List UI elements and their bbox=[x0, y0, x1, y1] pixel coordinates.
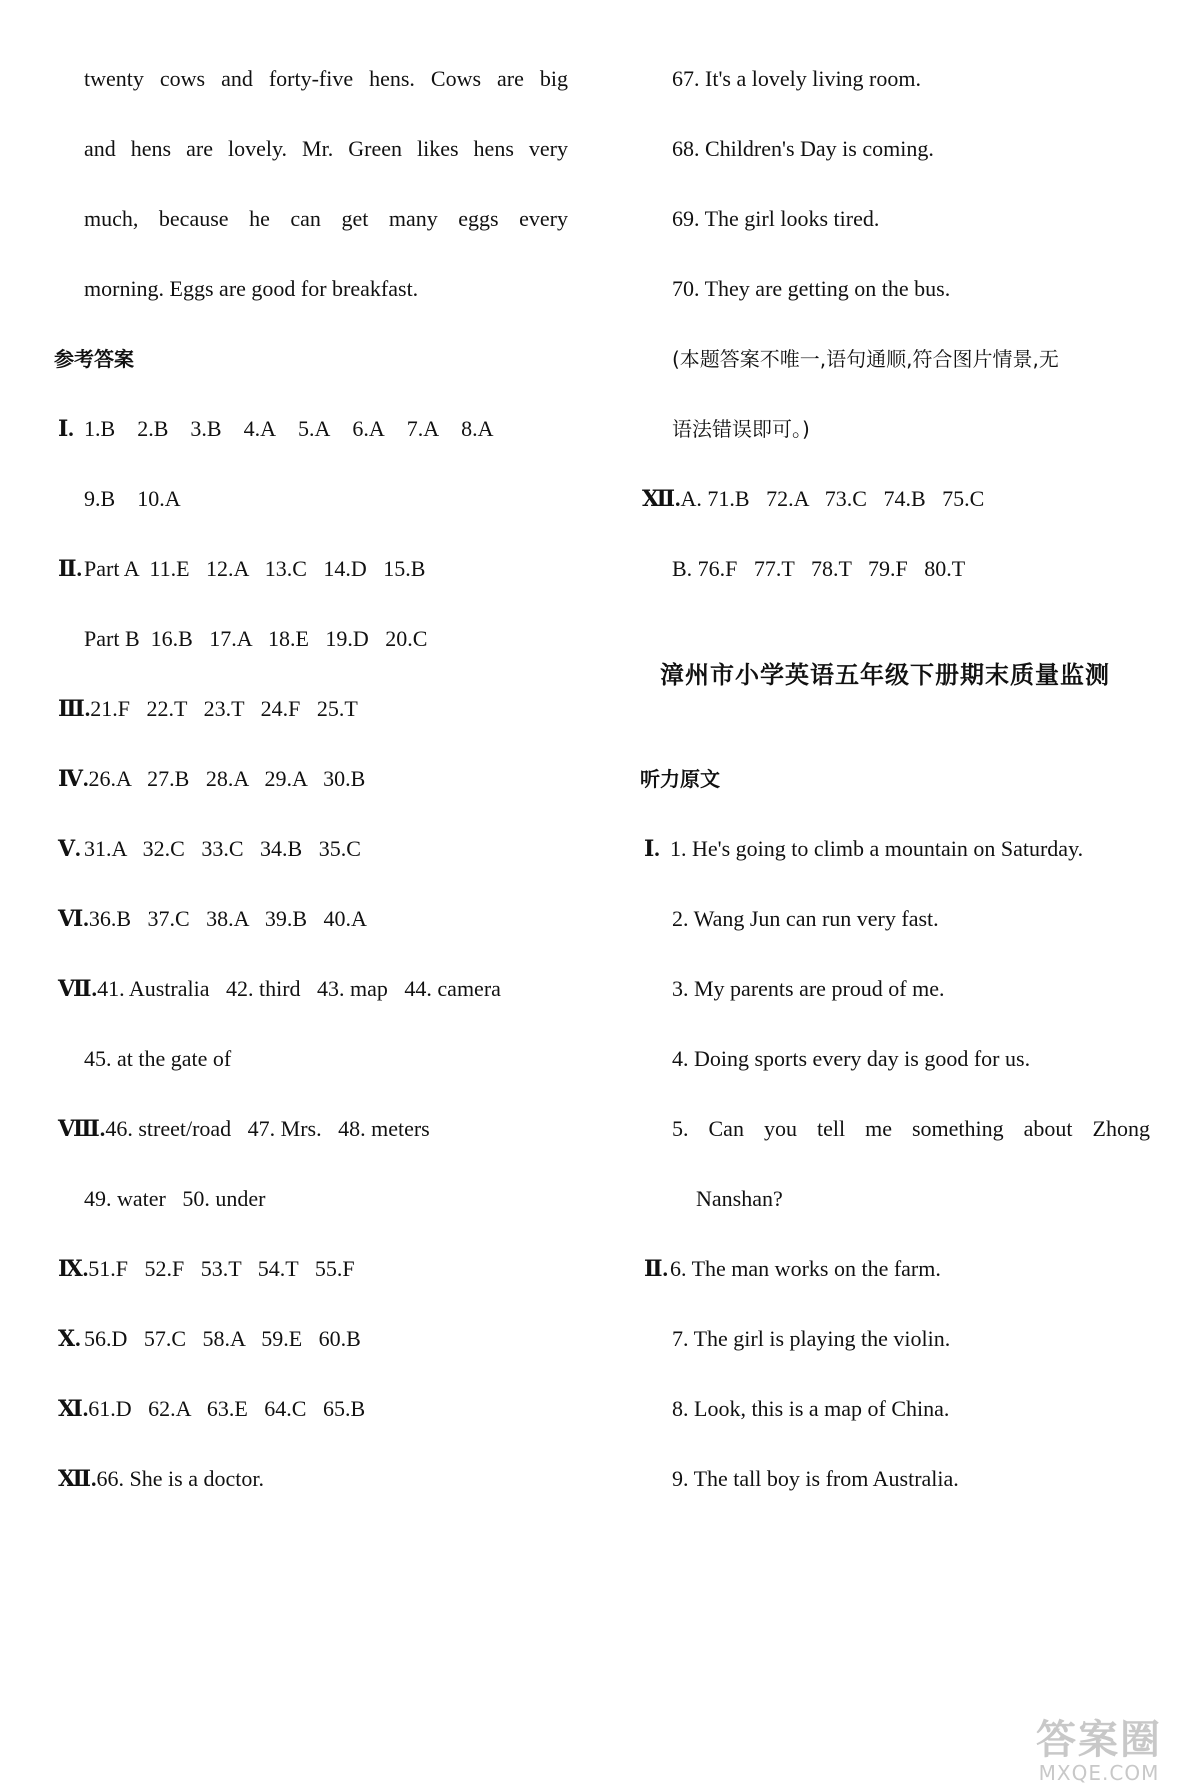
section-1-row-1 bbox=[58, 414, 516, 444]
watermark-top-text: 答案圈 bbox=[1036, 1717, 1162, 1763]
answer-70: 70. They are getting on the bus. bbox=[672, 276, 951, 301]
answer-note-line-2: 语法错误即可。) bbox=[672, 417, 810, 441]
listening-sentence-9: 9. The tall boy is from Australia. bbox=[672, 1466, 959, 1491]
answer-row-text: 36.B 37.C 38.A 39.B 40.A bbox=[88, 906, 367, 931]
answer-row-text: A. 71.B 72.A 73.C 74.B 75.C bbox=[680, 486, 985, 511]
listening-sentence-4: 4. Doing sports every day is good for us. bbox=[672, 1046, 1031, 1071]
listening-sentence-3: 3. My parents are proud of me. bbox=[672, 976, 945, 1001]
section-2-numeral: Ⅱ. bbox=[58, 556, 83, 581]
answer-row-text: 56.D 57.C 58.A 59.E 60.B bbox=[84, 1326, 361, 1351]
section-11-row bbox=[58, 1394, 365, 1424]
answer-69: 69. The girl looks tired. bbox=[672, 206, 880, 231]
passage-line-2: and hens are lovely. Mr. Green likes hens very bbox=[84, 136, 568, 161]
listening-sentence-8: 8. Look, this is a map of China. bbox=[672, 1396, 950, 1421]
answer-67: 67. It's a lovely living room. bbox=[672, 66, 921, 91]
answer-row-text: 21.F 22.T 23.T 24.F 25.T bbox=[90, 696, 358, 721]
listening-sentence-5-cont: Nanshan? bbox=[696, 1186, 783, 1211]
section-2-row-2: Part B 16.B 17.A 18.E 19.D 20.C bbox=[84, 626, 428, 651]
section-6-row bbox=[58, 904, 367, 934]
passage-line-4: morning. Eggs are good for breakfast. bbox=[84, 276, 419, 301]
section-12-numeral: Ⅻ. bbox=[58, 1466, 97, 1491]
answer-row-text: 26.A 27.B 28.A 29.A 30.B bbox=[88, 766, 366, 791]
section-8-numeral: Ⅷ. bbox=[58, 1116, 106, 1141]
listening-sentence-7: 7. The girl is playing the violin. bbox=[672, 1326, 951, 1351]
answer-item: 9.B bbox=[84, 486, 116, 511]
section-10-numeral: Ⅹ. bbox=[58, 1326, 81, 1351]
section-3-numeral: Ⅲ. bbox=[58, 696, 91, 721]
passage-line-3: much, because he can get many eggs every bbox=[84, 206, 568, 231]
listening-2-row-1 bbox=[644, 1254, 941, 1284]
answer-item: 1.B bbox=[84, 416, 116, 441]
answer-row-text: 61.D 62.A 63.E 64.C 65.B bbox=[88, 1396, 366, 1421]
section-3-row bbox=[58, 694, 358, 724]
answer-row-text: 31.A 32.C 33.C 34.B 35.C bbox=[84, 836, 361, 861]
listening-heading: 听力原文 bbox=[640, 767, 720, 791]
listening-1-row-1 bbox=[644, 834, 1083, 864]
passage-line-1: twenty cows and forty-five hens. Cows are big bbox=[84, 66, 568, 91]
section-8-row-2: 49. water 50. under bbox=[84, 1186, 266, 1211]
section-8-row-1 bbox=[58, 1114, 430, 1144]
section-2-row-1 bbox=[58, 554, 425, 584]
section-4-row bbox=[58, 764, 365, 794]
section-6-numeral: Ⅵ. bbox=[58, 906, 89, 931]
answer-item: 8.A bbox=[461, 416, 494, 441]
section-7-row-2: 45. at the gate of bbox=[84, 1046, 232, 1071]
answer-row-text: 66. She is a doctor. bbox=[96, 1466, 264, 1491]
exam-title: 漳州市小学英语五年级下册期末质量监测 bbox=[660, 661, 1110, 689]
section-1-numeral: Ⅰ. bbox=[58, 416, 74, 441]
answer-row-text: 46. street/road 47. Mrs. 48. meters bbox=[105, 1116, 430, 1141]
answer-row-text: 51.F 52.F 53.T 54.T 55.F bbox=[88, 1256, 355, 1281]
answers-heading: 参考答案 bbox=[54, 347, 134, 371]
section-13-row-1 bbox=[642, 484, 984, 514]
answer-item: 3.B bbox=[190, 416, 222, 441]
answer-row-text: Part A 11.E 12.A 13.C 14.D 15.B bbox=[84, 556, 426, 581]
listening-2-numeral: Ⅱ. bbox=[644, 1256, 669, 1281]
listening-sentence-2: 2. Wang Jun can run very fast. bbox=[672, 906, 939, 931]
section-7-numeral: Ⅶ. bbox=[58, 976, 98, 1001]
answer-item: 10.A bbox=[137, 486, 181, 511]
section-11-numeral: Ⅺ. bbox=[58, 1396, 89, 1421]
watermark-bottom-text: MXQE.COM bbox=[1038, 1761, 1160, 1785]
section-9-row bbox=[58, 1254, 355, 1284]
listening-1-numeral: Ⅰ. bbox=[644, 836, 660, 861]
section-13-numeral: Ⅻ. bbox=[642, 486, 681, 511]
section-13-row-2: B. 76.F 77.T 78.T 79.F 80.T bbox=[672, 556, 966, 581]
answer-item: 4.A bbox=[243, 416, 276, 441]
section-7-row-1 bbox=[58, 974, 501, 1004]
section-1-row-2 bbox=[84, 484, 203, 514]
watermark-logo bbox=[1024, 1718, 1174, 1788]
section-10-row bbox=[58, 1324, 361, 1354]
answer-item: 7.A bbox=[406, 416, 440, 441]
section-5-numeral: Ⅴ. bbox=[58, 836, 81, 861]
answer-note-line-1: (本题答案不唯一,语句通顺,符合图片情景,无 bbox=[672, 347, 1059, 371]
answer-item: 5.A bbox=[297, 416, 331, 441]
section-4-numeral: Ⅳ. bbox=[58, 766, 89, 791]
answer-68: 68. Children's Day is coming. bbox=[672, 136, 934, 161]
answer-row-text: 41. Australia 42. third 43. map 44. camera bbox=[97, 976, 501, 1001]
section-5-row bbox=[58, 834, 361, 864]
section-9-numeral: Ⅸ. bbox=[58, 1256, 89, 1281]
listening-sentence: 1. He's going to climb a mountain on Saturday. bbox=[670, 836, 1084, 861]
listening-sentence-5: 5. Can you tell me something about Zhong bbox=[672, 1116, 1150, 1141]
listening-sentence: 6. The man works on the farm. bbox=[670, 1256, 941, 1281]
section-12-row bbox=[58, 1464, 264, 1494]
answer-item: 2.B bbox=[137, 416, 169, 441]
answer-item: 6.A bbox=[352, 416, 385, 441]
